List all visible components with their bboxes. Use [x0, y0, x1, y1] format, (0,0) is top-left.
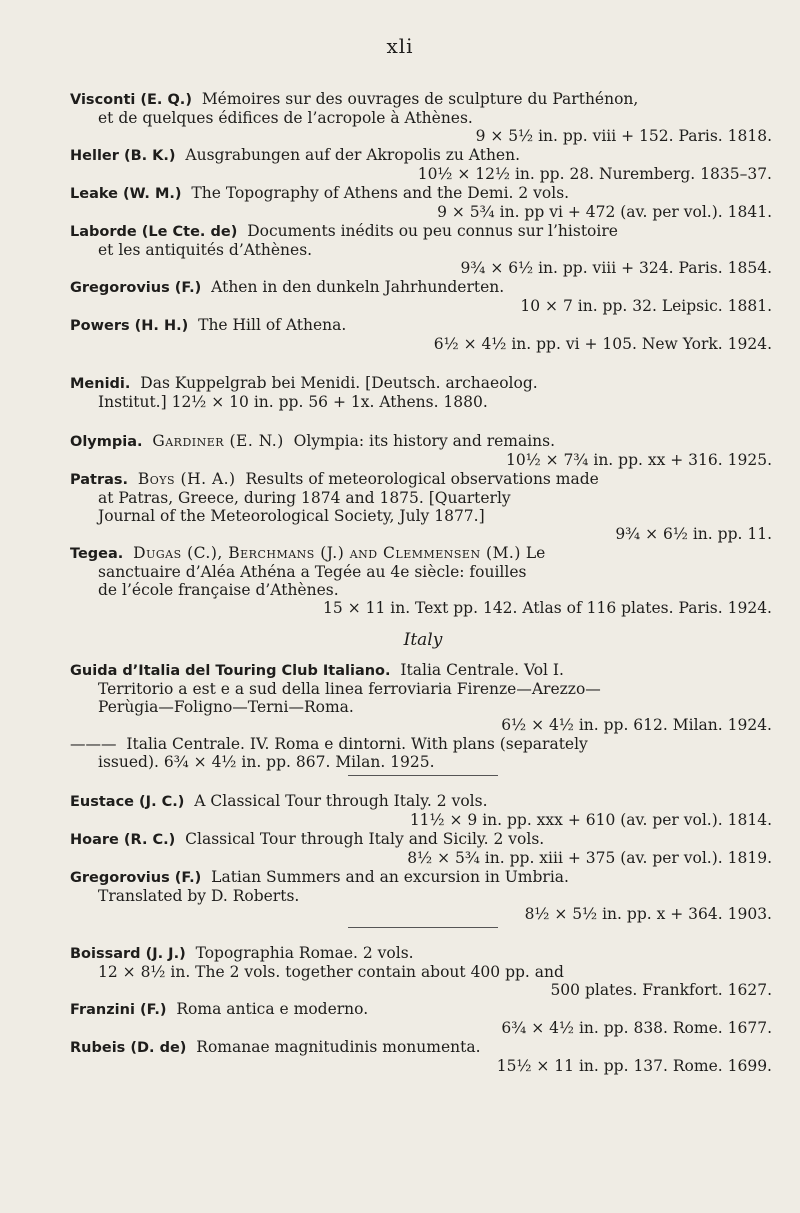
section-divider: [348, 775, 498, 776]
athens-group: [70, 90, 776, 353]
entry-gregorovius-latian: Gregorovius (F.) Latian Summers and an excursion in Umbria. Translated by D. Roberts. 8½ × 5½ in. pp. x + 364. 1903.: [70, 868, 772, 923]
entry-gregorovius-athen: Gregorovius (F.) Athen in den dunkeln Jahrhunderten. 10 × 7 in. pp. 32. Leipsic. 1881.: [70, 278, 772, 315]
section-heading-italy: Italy: [403, 630, 443, 650]
entry-rubeis: Rubeis (D. de) Romanae magnitudinis monumenta. 15½ × 11 in. pp. 137. Rome. 1699.: [70, 1038, 772, 1075]
entry-tegea: Tegea. Dugas (C.), Berchmans (J.) and Clemmensen (M.) Le sanctuaire d’Aléa Athéna a Tegée au 4e siècle: fouilles de l’école française d’Athènes. 15 × 11 in. Text pp. 142. Atlas of 116 plates. Paris. 1924.: [70, 544, 772, 617]
entry-olympia: Olympia. Gardiner (E. N.) Olympia: its history and remains. 10½ × 7¾ in. pp. xx + 316. 1925.: [70, 432, 772, 469]
entry-powers: Powers (H. H.) The Hill of Athena. 6½ × 4½ in. pp. vi + 105. New York. 1924.: [70, 316, 772, 353]
entry-leake: Leake (W. M.) The Topography of Athens and the Demi. 2 vols. 9 × 5¾ in. pp vi + 472 (av. per vol.). 1841.: [70, 184, 772, 221]
entry-boissard: Boissard (J. J.) Topographia Romae. 2 vols. 12 × 8½ in. The 2 vols. together contain about 400 pp. and 500 plates. Frankfort. 1627.: [70, 944, 772, 999]
entry-menidi: Menidi. Das Kuppelgrab bei Menidi. [Deutsch. archaeolog. Institut.] 12½ × 10 in. pp. 56 + 1x. Athens. 1880.: [70, 374, 538, 411]
entry-heller: Heller (B. K.) Ausgrabungen auf der Akropolis zu Athen. 10½ × 12½ in. pp. 28. Nuremberg. 1835–37.: [70, 146, 772, 183]
italy-guide-group: [70, 661, 776, 771]
entry-laborde: Laborde (Le Cte. de) Documents inédits ou peu connus sur l’histoire et les antiquités d’Athènes. 9¾ × 6½ in. pp. viii + 324. Paris. 1854.: [70, 222, 772, 277]
entry-patras: Patras. Boys (H. A.) Results of meteorological observations made at Patras, Greece, during 1874 and 1875. [Quarterly Journal of the Meteorological Society, July 1877.] 9¾ × 6½ in. pp. 11.: [70, 470, 772, 543]
olympia-group: [70, 432, 776, 617]
catalogue-content: [70, 90, 776, 1076]
section-divider: [348, 927, 498, 928]
rome-group: [70, 944, 776, 1075]
ditto-dash: ———: [70, 735, 117, 753]
entry-italia-centrale-iv: ——— Italia Centrale. IV. Roma e dintorni. With plans (separately issued). 6¾ × 4½ in. pp. 867. Milan. 1925.: [70, 735, 588, 771]
entry-guida-touring: Guida d’Italia del Touring Club Italiano. Italia Centrale. Vol I. Territorio a est e a sud della linea ferroviaria Firenze—Arezzo— Perùgia—Foligno—Terni—Roma. 6½ × 4½ in. pp. 612. Milan. 1924.: [70, 661, 772, 734]
page-number: xli: [386, 34, 414, 58]
entry-eustace: Eustace (J. C.) A Classical Tour through Italy. 2 vols. 11½ × 9 in. pp. xxx + 610 (av. per vol.). 1814.: [70, 792, 772, 829]
entry-visconti: Visconti (E. Q.) Mémoires sur des ouvrages de sculpture du Parthénon, et de quelques édifices de l’acropole à Athènes. 9 × 5½ in. pp. viii + 152. Paris. 1818.: [70, 90, 772, 145]
entry-hoare: Hoare (R. C.) Classical Tour through Italy and Sicily. 2 vols. 8½ × 5¾ in. pp. xiii + 375 (av. per vol.). 1819.: [70, 830, 772, 867]
entry-franzini: Franzini (F.) Roma antica e moderno. 6¾ × 4½ in. pp. 838. Rome. 1677.: [70, 1000, 772, 1037]
tour-group: [70, 792, 776, 923]
